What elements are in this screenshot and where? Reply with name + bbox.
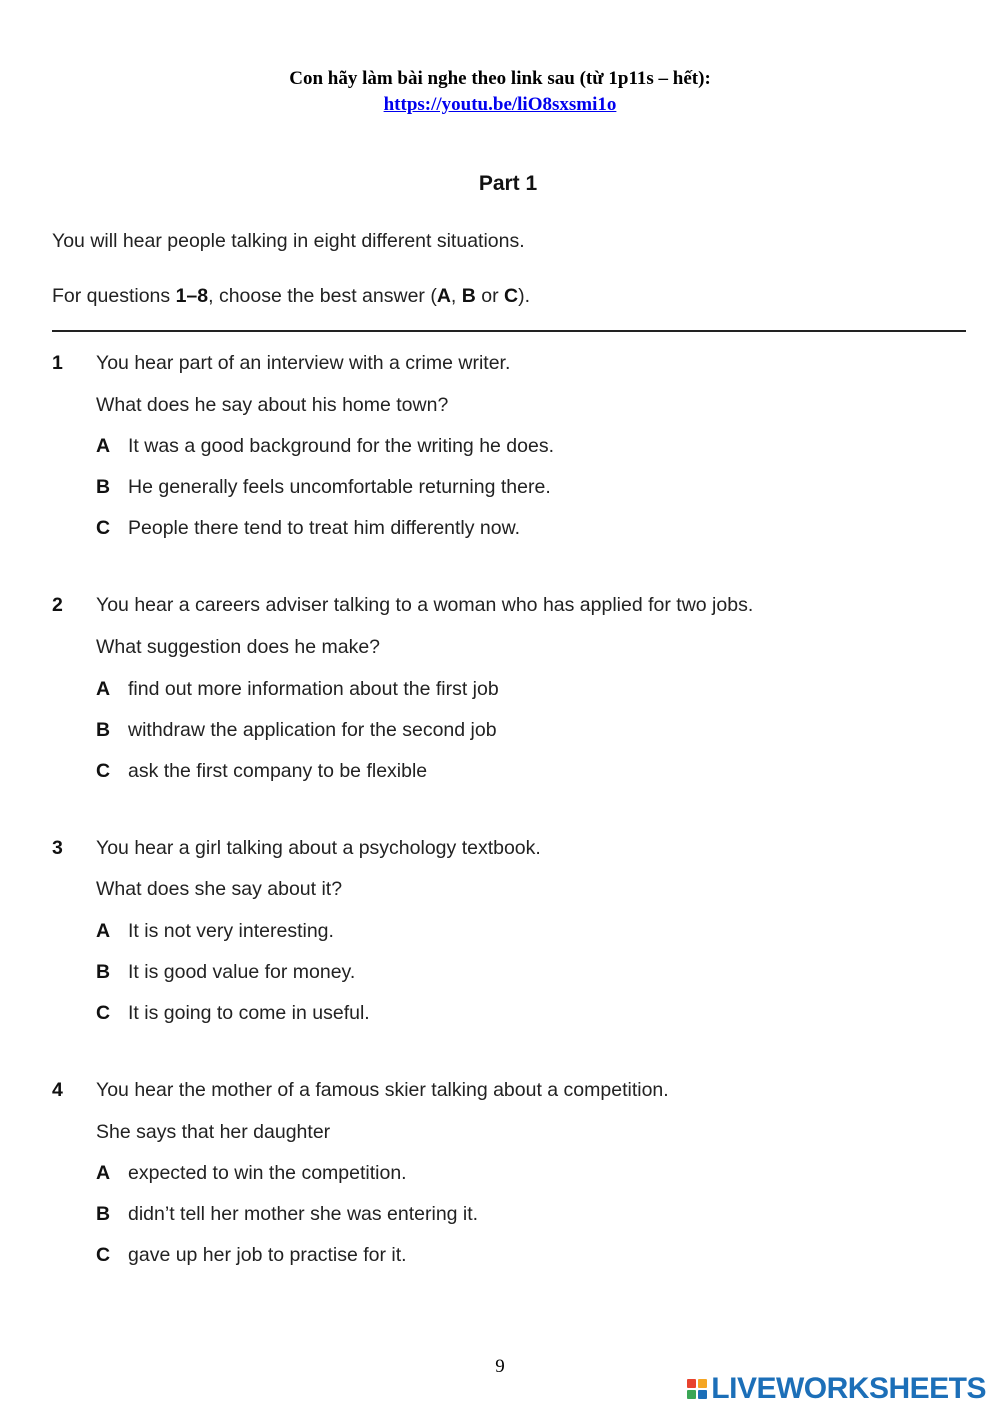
option-b[interactable]: B It is good value for money. [96,961,356,983]
option-b[interactable]: B didn’t tell her mother she was entering it. [96,1203,479,1225]
intro-line-2: For questions 1–8, choose the best answer (A, B or C). [52,285,531,307]
option-a[interactable]: A expected to win the competition. [96,1162,407,1184]
youtube-link[interactable]: https://youtu.be/liO8sxsmi1o [383,94,617,115]
question-context: You hear the mother of a famous skier talking about a competition. [96,1079,669,1101]
logo-grid-icon [687,1379,707,1399]
option-c[interactable]: C It is going to come in useful. [96,1002,370,1024]
question-number: 2 [52,594,63,616]
question-number: 4 [52,1079,63,1101]
part-title: Part 1 [478,172,538,195]
option-a[interactable]: A find out more information about the first job [96,678,499,700]
page-number: 9 [495,1356,505,1377]
question-prompt: What does he say about his home town? [96,394,449,416]
question-context: You hear a girl talking about a psychology textbook. [96,837,541,859]
question-number: 1 [52,352,63,374]
option-a[interactable]: A It is not very interesting. [96,920,334,942]
question-prompt: She says that her daughter [96,1121,331,1143]
question-context: You hear a careers adviser talking to a woman who has applied for two jobs. [96,594,754,616]
option-b[interactable]: B withdraw the application for the second job [96,719,497,741]
question-context: You hear part of an interview with a crime writer. [96,352,511,374]
listening-instruction: Con hãy làm bài nghe theo link sau (từ 1p11s – hết): [289,68,711,89]
liveworksheets-logo [687,1372,986,1406]
option-c[interactable]: C People there tend to treat him differently now. [96,517,521,539]
option-a[interactable]: A It was a good background for the writing he does. [96,435,555,457]
divider [52,330,966,332]
question-prompt: What suggestion does he make? [96,636,381,658]
intro-line-1: You will hear people talking in eight different situations. [52,230,525,252]
option-c[interactable]: C gave up her job to practise for it. [96,1244,407,1266]
option-c[interactable]: C ask the first company to be flexible [96,760,428,782]
question-number: 3 [52,837,63,859]
header [0,66,1000,118]
brand-name: LIVEWORKSHEETS [711,1372,986,1405]
option-b[interactable]: B He generally feels uncomfortable returning there. [96,476,551,498]
question-prompt: What does she say about it? [96,878,343,900]
